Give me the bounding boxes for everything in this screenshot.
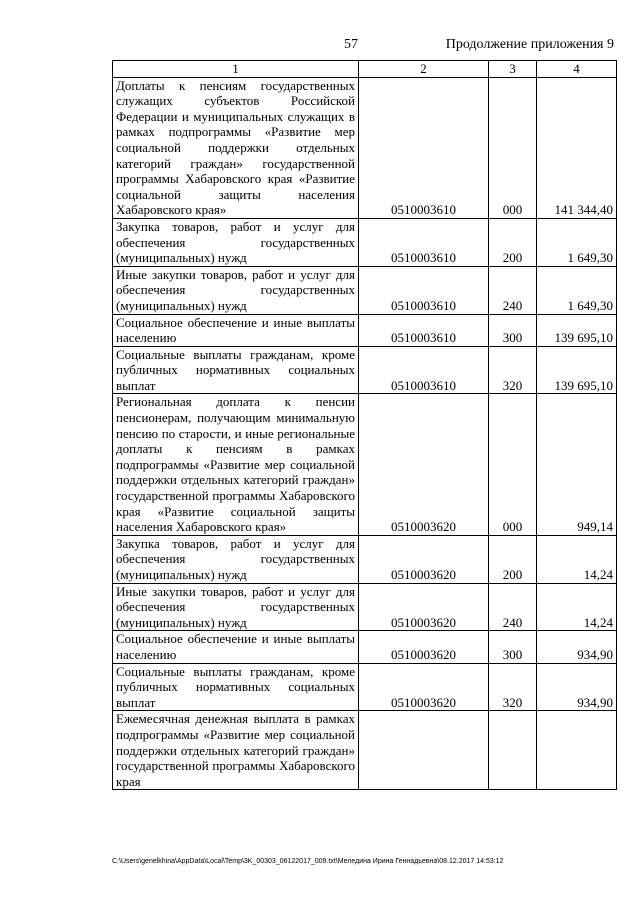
row-description: Иные закупки товаров, работ и услуг для обеспечения государственных (муниципальных) нужд (113, 583, 359, 631)
table-row (113, 266, 617, 314)
row-target-code (359, 711, 489, 790)
column-header-2: 2 (359, 61, 489, 78)
row-expense-kind: 200 (489, 535, 537, 583)
column-header-1: 1 (113, 61, 359, 78)
row-expense-kind: 000 (489, 394, 537, 535)
row-amount: 14,24 (537, 583, 617, 631)
table-row (113, 218, 617, 266)
column-header-3: 3 (489, 61, 537, 78)
row-expense-kind: 000 (489, 77, 537, 218)
table-row (113, 394, 617, 535)
table-row (113, 663, 617, 711)
row-amount: 139 695,10 (537, 346, 617, 394)
row-target-code: 0510003620 (359, 663, 489, 711)
row-expense-kind: 320 (489, 346, 537, 394)
row-expense-kind: 300 (489, 314, 537, 346)
row-amount: 14,24 (537, 535, 617, 583)
row-target-code: 0510003620 (359, 583, 489, 631)
row-description: Социальное обеспечение и иные выплаты населению (113, 314, 359, 346)
table-header-row (113, 61, 617, 78)
row-target-code: 0510003610 (359, 266, 489, 314)
row-amount: 934,90 (537, 631, 617, 663)
budget-table (112, 60, 617, 790)
footer-file-path: C:\Users\genelkhina\AppData\Local\Temp\3K_00303_06122017_009.txt\Меледина Ирина Геннадьевна\08.12.2017 14:53:12 (112, 858, 504, 865)
row-amount: 949,14 (537, 394, 617, 535)
table-row (113, 535, 617, 583)
row-expense-kind: 300 (489, 631, 537, 663)
row-description: Региональная доплата к пенсии пенсионерам, получающим минимальную пенсию по старости, и иные региональные доплаты к пенсиям в рамках подпрограммы «Развитие мер социальной поддержки отдельных категорий граждан» государственной программы Хабаровского края «Развитие социальной защиты населения Хабаровского края» (113, 394, 359, 535)
table-row (113, 711, 617, 790)
row-target-code: 0510003610 (359, 346, 489, 394)
row-amount (537, 711, 617, 790)
row-description: Доплаты к пенсиям государственных служащих субъектов Российской Федерации и муниципальных служащих в рамках подпрограммы «Развитие мер социальной поддержки отдельных категорий граждан» государственной программы Хабаровского края «Развитие социальной защиты населения Хабаровского края» (113, 77, 359, 218)
row-amount: 934,90 (537, 663, 617, 711)
row-expense-kind (489, 711, 537, 790)
page-number: 57 (344, 37, 358, 52)
row-description: Социальные выплаты гражданам, кроме публичных нормативных социальных выплат (113, 663, 359, 711)
row-target-code: 0510003620 (359, 631, 489, 663)
row-description: Закупка товаров, работ и услуг для обеспечения государственных (муниципальных) нужд (113, 218, 359, 266)
row-description: Социальные выплаты гражданам, кроме публичных нормативных социальных выплат (113, 346, 359, 394)
table-row (113, 314, 617, 346)
row-amount: 1 649,30 (537, 266, 617, 314)
row-amount: 139 695,10 (537, 314, 617, 346)
continuation-label: Продолжение приложения 9 (445, 37, 614, 52)
row-expense-kind: 200 (489, 218, 537, 266)
row-expense-kind: 320 (489, 663, 537, 711)
row-target-code: 0510003610 (359, 77, 489, 218)
table-row (113, 346, 617, 394)
row-target-code: 0510003610 (359, 218, 489, 266)
row-expense-kind: 240 (489, 266, 537, 314)
row-description: Ежемесячная денежная выплата в рамках подпрограммы «Развитие мер социальной поддержки отдельных категорий граждан» государственной программы Хабаровского края (113, 711, 359, 790)
table-row (113, 77, 617, 218)
column-header-4: 4 (537, 61, 617, 78)
row-description: Социальное обеспечение и иные выплаты населению (113, 631, 359, 663)
row-target-code: 0510003620 (359, 535, 489, 583)
row-target-code: 0510003610 (359, 314, 489, 346)
row-expense-kind: 240 (489, 583, 537, 631)
row-description: Закупка товаров, работ и услуг для обеспечения государственных (муниципальных) нужд (113, 535, 359, 583)
table-row (113, 631, 617, 663)
row-target-code: 0510003620 (359, 394, 489, 535)
table-row (113, 583, 617, 631)
row-amount: 141 344,40 (537, 77, 617, 218)
row-description: Иные закупки товаров, работ и услуг для обеспечения государственных (муниципальных) нужд (113, 266, 359, 314)
row-amount: 1 649,30 (537, 218, 617, 266)
